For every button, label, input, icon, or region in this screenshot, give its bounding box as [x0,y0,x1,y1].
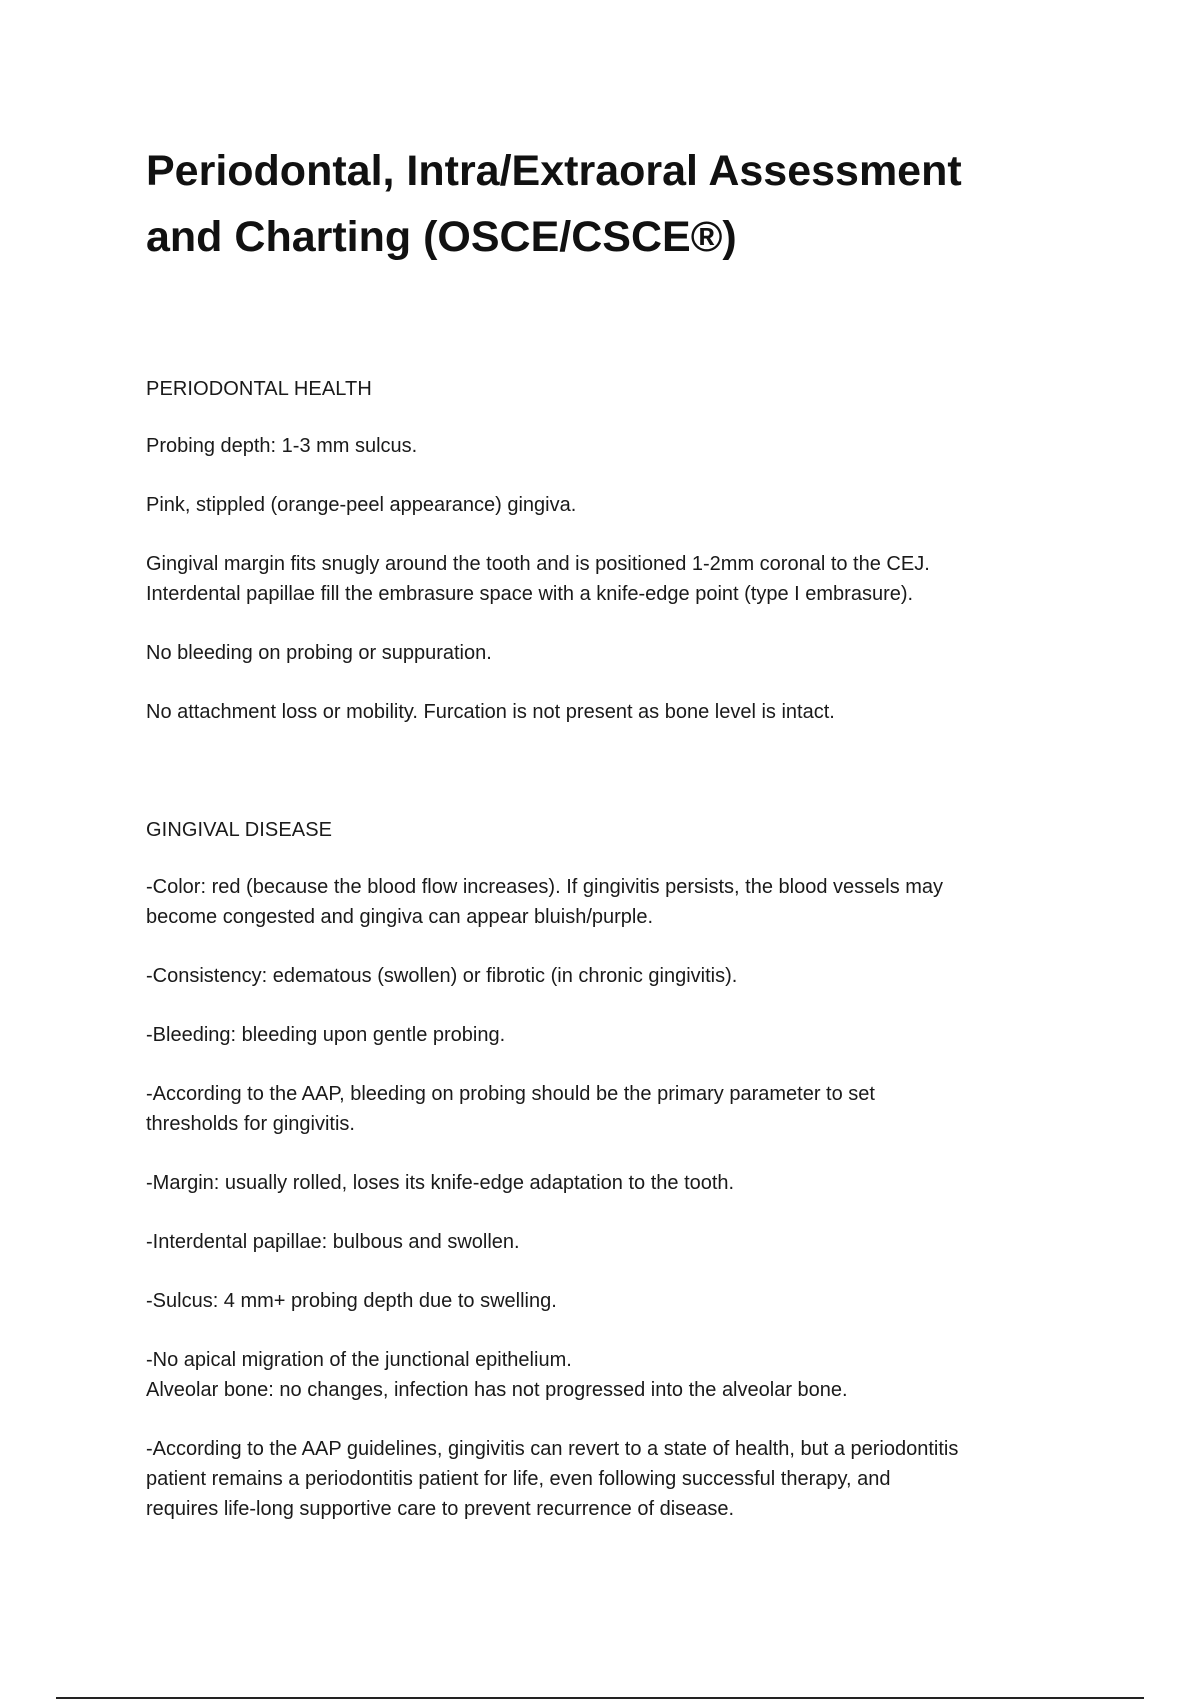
paragraph [146,1286,1076,1316]
page-bottom-rule [56,1697,1144,1699]
text-line: -Bleeding: bleeding upon gentle probing. [146,1024,506,1046]
paragraph [146,1227,1076,1257]
text-line: patient remains a periodontitis patient for life, even following successful therapy, and [146,1468,891,1490]
paragraph [146,1168,1076,1198]
text-line: -Margin: usually rolled, loses its knife-edge adaptation to the tooth. [146,1172,735,1194]
text-line: become congested and gingiva can appear bluish/purple. [146,906,654,928]
paragraph [146,1345,1076,1405]
paragraph [146,490,1076,520]
paragraph [146,638,1076,668]
text-line: No bleeding on probing or suppuration. [146,642,492,664]
text-line: Interdental papillae fill the embrasure space with a knife-edge point (type I embrasure). [146,583,914,605]
text-line: -According to the AAP, bleeding on probing should be the primary parameter to set [146,1083,875,1105]
paragraph [146,549,1076,609]
text-line: -Color: red (because the blood flow increases). If gingivitis persists, the blood vessels may [146,876,944,898]
section-periodontal-health [146,374,1076,756]
title-line: and Charting (OSCE/CSCE®) [146,213,737,261]
section-gingival-disease [146,815,1076,1553]
text-line: requires life-long supportive care to prevent recurrence of disease. [146,1498,735,1520]
text-line: -Consistency: edematous (swollen) or fibrotic (in chronic gingivitis). [146,965,738,987]
title-line: Periodontal, Intra/Extraoral Assessment [146,147,962,195]
text-line: Probing depth: 1-3 mm sulcus. [146,435,418,457]
text-line: -Sulcus: 4 mm+ probing depth due to swelling. [146,1290,557,1312]
section-heading: GINGIVAL DISEASE [146,819,333,841]
text-line: Gingival margin fits snugly around the tooth and is positioned 1-2mm coronal to the CEJ. [146,553,930,575]
text-line: Alveolar bone: no changes, infection has not progressed into the alveolar bone. [146,1379,848,1401]
text-line: -According to the AAP guidelines, gingivitis can revert to a state of health, but a periodontitis [146,1438,959,1460]
page-title [146,138,1086,270]
section-heading: PERIODONTAL HEALTH [146,378,372,400]
paragraph [146,697,1076,727]
paragraph [146,431,1076,461]
paragraph [146,1434,1076,1524]
text-line: -Interdental papillae: bulbous and swollen. [146,1231,520,1253]
text-line: thresholds for gingivitis. [146,1113,355,1135]
paragraph [146,961,1076,991]
paragraph [146,872,1076,932]
text-line: -No apical migration of the junctional epithelium. [146,1349,572,1371]
text-line: Pink, stippled (orange-peel appearance) gingiva. [146,494,577,516]
paragraph [146,1079,1076,1139]
paragraph [146,1020,1076,1050]
text-line: No attachment loss or mobility. Furcation is not present as bone level is intact. [146,701,835,723]
